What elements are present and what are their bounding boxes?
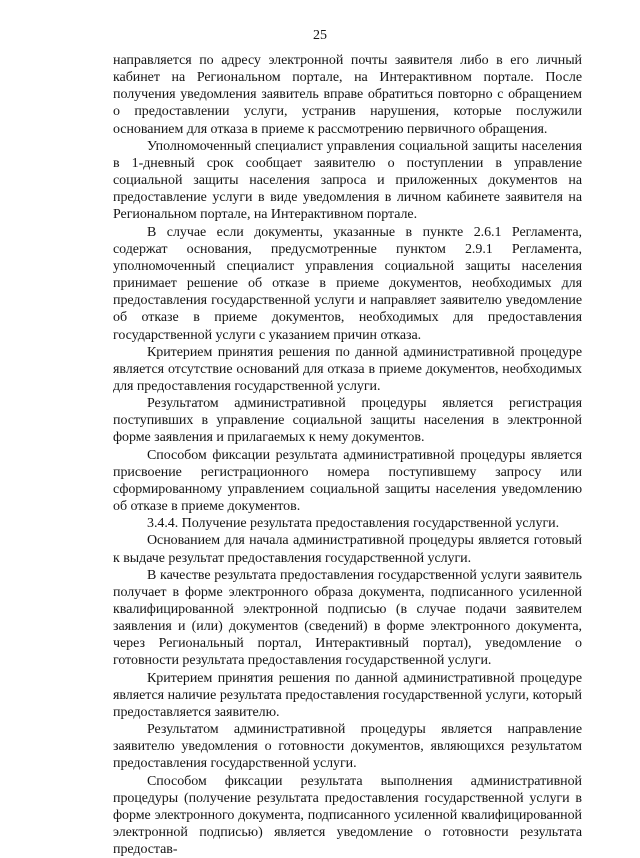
document-body bbox=[113, 52, 582, 858]
paragraph-8: Основанием для начала административной процедуры является готовый к выдаче результат предоставления государственной услуги. bbox=[113, 533, 582, 566]
paragraph-4: Критерием принятия решения по данной административной процедуре является отсутствие оснований для отказа в приеме документов, необходимых для предоставления государственной услуги. bbox=[113, 344, 582, 394]
paragraph-5: Результатом административной процедуры является регистрация поступивших в управление социальной защиты населения в электронной форме заявления и прилагаемых к нему документов. bbox=[113, 396, 582, 446]
paragraph-10: Критерием принятия решения по данной административной процедуре является наличие результата предоставления государственной услуги, который предоставляется заявителю. bbox=[113, 670, 582, 720]
paragraph-12: Способом фиксации результата выполнения административной процедуры (получение результата предоставления государственной услуги в форме электронного документа, подписанного усиленной квалифицированной электронной подписью) является уведомление о готовности результата предостав- bbox=[113, 773, 582, 858]
paragraph-6: Способом фиксации результата административной процедуры является присвоение регистрационного номера поступившему запросу или сформированному управлением социальной защиты населения уведомлению об отказе в приеме документов. bbox=[113, 447, 582, 515]
page-number: 25 bbox=[313, 28, 327, 43]
paragraph-11: Результатом административной процедуры является направление заявителю уведомления о готовности документов, являющихся результатом предоставления государственной услуги. bbox=[113, 722, 582, 772]
paragraph-9: В качестве результата предоставления государственной услуги заявитель получает в форме электронного образа документа, подписанного усиленной квалифицированной электронной подписью (в случае подачи заявителем заявления и (или) документов (сведений) в форме электронного документа, через Региональный портал, Интерактивный портал), уведомление о готовности результата предоставления государственной услуги. bbox=[113, 567, 582, 669]
paragraph-1: направляется по адресу электронной почты заявителя либо в его личный кабинет на Региональном портале, на Интерактивном портале. После получения уведомления заявитель вправе обратиться повторно с обращением о предоставлении услуги, устранив нарушения, которые послужили основанием для отказа в приеме к рассмотрению первичного обращения. bbox=[113, 53, 582, 137]
paragraph-3: В случае если документы, указанные в пункте 2.6.1 Регламента, содержат основания, предусмотренные пунктом 2.9.1 Регламента, уполномоченный специалист управления социальной защиты населения принимает решение об отказе в приеме документов, необходимых для предоставления государственной услуги и направляет заявителю уведомление об отказе в приеме документов, необходимых для предоставления государственной услуги с указанием причин отказа. bbox=[113, 224, 582, 343]
section-heading-3-4-4: 3.4.4. Получение результата предоставления государственной услуги. bbox=[147, 516, 560, 532]
paragraph-2: Уполномоченный специалист управления социальной защиты населения в 1-дневный срок сообщает заявителю о поступлении в управление социальной защиты населения запроса и приложенных документов на предоставление услуги в виде уведомления в личном кабинете заявителя на Региональном портале, на Интерактивном портале. bbox=[113, 138, 582, 223]
